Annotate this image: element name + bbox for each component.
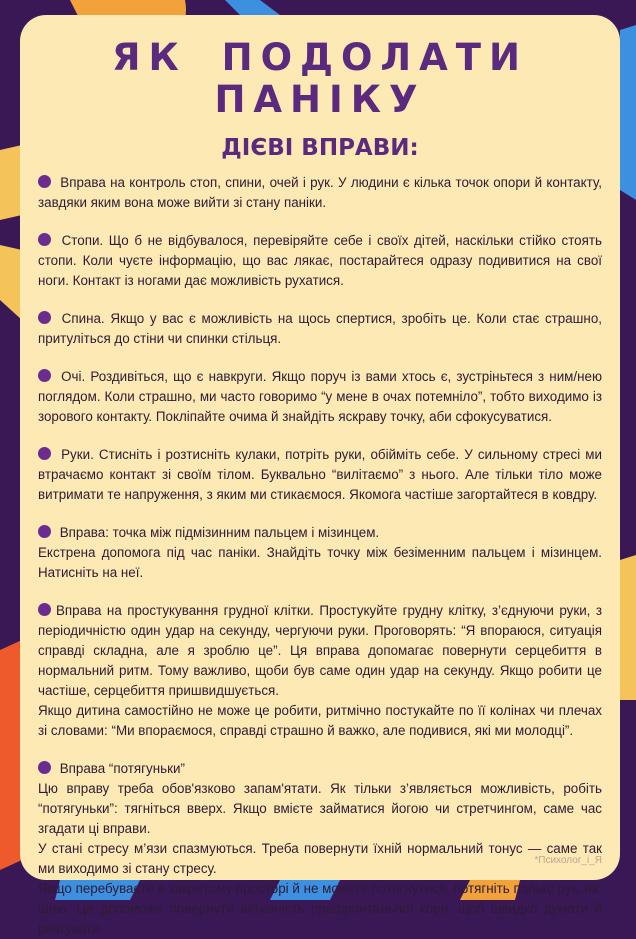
yellow-shape-right-mid [620,555,636,700]
exercise-text: У стані стресу м’язи спазмуються. Треба повернути їхній нормальний тонус — саме так ми виходимо зі стану стресу. [38,841,602,876]
exercise-text: Якщо дитина самостійно не може це робити, ритмічно постукайте по її колінах чи плечах зі словами: “Ми впораємося, справді страшно й важко, але подивися, які ми молодці”. [38,703,602,738]
yellow-shape-left-top [0,145,22,220]
exercise-text: Очі. Роздивіться, що є навкруги. Якщо поруч із вами хтось є, зустріньтеся з ним/нею поглядом. Коли страшно, ми часто говоримо “у мене в очах потемніло”, тобто виходимо із зорового контакту. Покліпайте очима й знайдіть яскраву точку, аби сфокусуватися. [38,369,602,424]
exercise-heading: Вправа: точка між підмізинним пальцем і мізинцем. [56,525,380,540]
bullet-dot-icon [38,233,51,246]
page-subtitle: ДІЄВІ ВПРАВИ: [221,135,419,161]
bullet-dot-icon [38,369,51,382]
exercise-text: Якщо перебуваєте в закритому просторі й не можете потягнутися, потягніть пальці рук, ніг, шию. Це допоможе повернути активність префронтальної кори, щоб швидко думати й реагувати. [38,881,602,936]
exercise-item [38,601,602,741]
bullet-dot-icon [38,447,51,460]
bullet-dot-icon [38,761,51,774]
author-credit: *Психолог_і_Я [534,855,602,866]
red-shape-left-bottom [0,640,22,870]
exercise-item [38,231,602,291]
bullet-dot-icon [38,525,51,538]
exercise-item [38,523,602,583]
exercise-item [38,445,602,505]
exercise-text: Руки. Стисніть і розтисніть кулаки, потріть руки, обійміть себе. У сильному стресі ми втрачаємо контакт зі своїм тілом. Буквально “вилітаємо” з нього. Але тільки тіло може витримати те напруження, з яким ми стикаємося. Якомога частіше загортайтеся в ковдру. [38,447,602,502]
exercise-text: Вправа на контроль стоп, спини, очей і рук. У людини є кілька точок опори й контакту, завдяки яким вона може вийти зі стану паніки. [38,175,602,210]
exercise-heading: Вправа “потягуньки” [56,761,185,776]
exercise-item [38,759,602,939]
bullet-dot-icon [38,311,51,324]
exercise-item [38,173,602,213]
page-title: ЯК ПОДОЛАТИ ПАНІКУ [111,36,528,121]
exercise-text: Екстрена допомога під час паніки. Знайдіть точку між безіменним пальцем і мізинцем. Натисніть на неї. [38,545,602,580]
exercise-text: Спина. Якщо у вас є можливість на щось спертися, зробіть це. Коли стає страшно, притуліться до стіни чи спинки стільця. [38,311,602,346]
bullet-dot-icon [38,175,51,188]
exercise-item [38,309,602,349]
yellow-shape-left-mid [0,245,22,320]
exercise-item [38,367,602,427]
exercise-text: Вправа на простукування грудної клітки. Простукуйте грудну клітку, з’єднуючи руки, з періодичністю один удар на секунду, чергуючи руки. Проговорять: “Я впораюся, ситуація справді складна, але я зроблю це”. Ця вправа допомагає повернути серцебиття в нормальний ритм. Тому важливо, щоби був саме один удар на секунду. Якщо робити це частіше, серцебиття пришвидшується. [38,603,602,698]
content-card [20,15,620,936]
exercise-text: Стопи. Що б не відбувалося, перевіряйте себе і своїх дітей, наскільки стійко стоять стопи. Коли чуєте інформацію, що вас лякає, постарайтеся одразу подивитися на свої ноги. Контакт із ногами дає можливість рухатися. [38,233,602,288]
exercise-text: Цю вправу треба обов'язково запам'ятати. Як тільки з’являється можливість, робіть “потягуньки”: тягніться вверх. Якщо вмієте займатися йогою чи стретчингом, саме час згадати ці вправи. [38,781,602,836]
bullet-dot-icon [38,603,51,616]
blue-shape-right-top [620,25,636,200]
